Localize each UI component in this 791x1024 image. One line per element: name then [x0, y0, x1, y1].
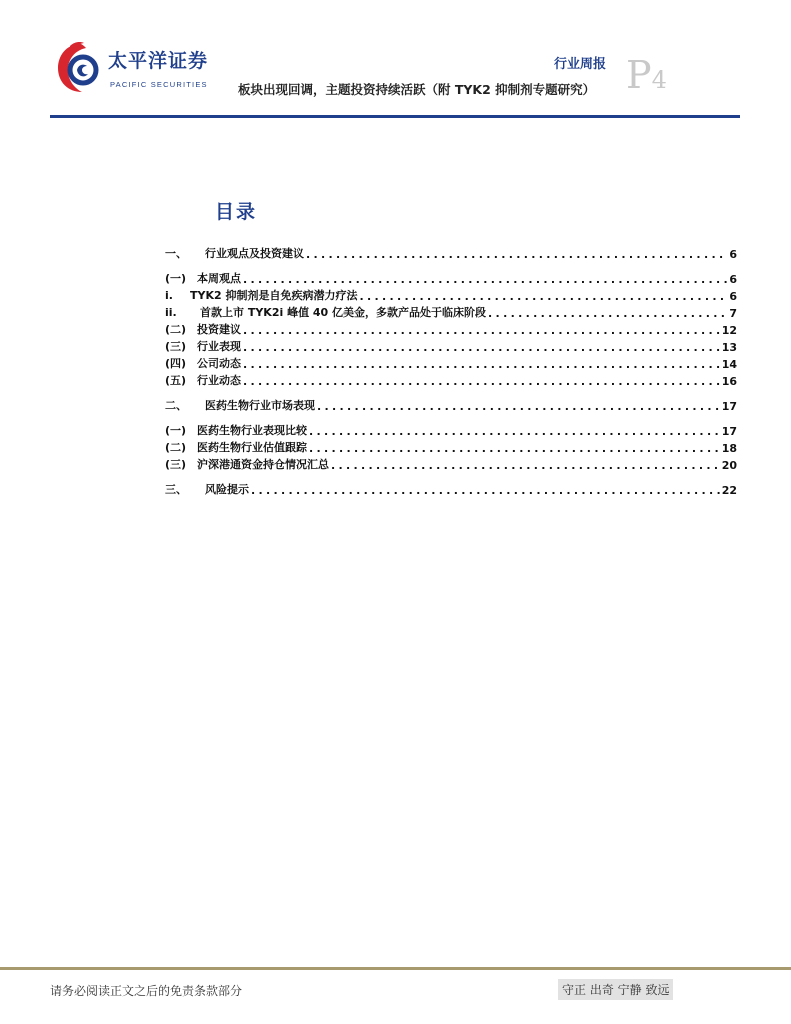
toc-entry[interactable]: [165, 481, 737, 497]
toc-entry-number: (三): [165, 340, 187, 353]
toc-entry-label: 医药生物行业估值跟踪: [197, 441, 307, 454]
toc-entry-number: (一): [165, 272, 187, 285]
toc-entry-label: 首款上市 TYK2i 峰值 40 亿美金，多款产品处于临床阶段: [200, 306, 487, 319]
logo-chinese-name: 太平洋证券: [108, 50, 209, 72]
header-divider: [50, 115, 740, 118]
toc-leader-dots: [243, 273, 727, 286]
toc-heading: 目录: [215, 201, 258, 223]
toc-entry-number: (二): [165, 323, 187, 336]
toc-entry[interactable]: [165, 338, 737, 354]
toc-entry-label: 本周观点: [197, 272, 241, 285]
toc-entry-label: 公司动态: [197, 357, 241, 370]
toc-entry-page: 7: [729, 307, 737, 320]
toc-entry-page: 14: [721, 358, 737, 371]
toc-entry-number: (一): [165, 424, 187, 437]
toc-entry-page: 6: [729, 290, 737, 303]
toc-leader-dots: [243, 375, 720, 388]
toc-entry-number: 二、: [165, 399, 187, 412]
toc-entry[interactable]: [165, 270, 737, 286]
toc-entry[interactable]: [165, 355, 737, 371]
toc-entry-number: ii.: [165, 306, 177, 319]
toc-entry-label: 行业动态: [197, 374, 241, 387]
toc-entry[interactable]: [165, 422, 737, 438]
footer-disclaimer: 请务必阅读正文之后的免责条款部分: [50, 984, 243, 998]
toc-entry-label: 沪深港通资金持仓情况汇总: [197, 458, 329, 471]
report-type: 行业周报: [554, 57, 607, 72]
page-number: [626, 53, 667, 97]
toc-entry[interactable]: [165, 372, 737, 388]
toc-entry-number: 三、: [165, 483, 187, 496]
toc-entry-page: 6: [729, 273, 737, 286]
toc-leader-dots: [488, 307, 727, 320]
toc-entry-page: 17: [721, 425, 737, 438]
toc-leader-dots: [243, 324, 720, 337]
toc-entry-page: 22: [721, 484, 737, 497]
toc-entry-page: 16: [721, 375, 737, 388]
toc-entry-page: 12: [721, 324, 737, 337]
toc-entry[interactable]: [165, 456, 737, 472]
toc-entry-page: 13: [721, 341, 737, 354]
toc-entry[interactable]: [165, 287, 737, 303]
report-title: 板块出现回调，主题投资持续活跃（附 TYK2 抑制剂专题研究）: [238, 82, 596, 97]
footer-motto: 守正 出奇 宁静 致远: [558, 979, 673, 1000]
toc-entry-page: 6: [729, 248, 737, 261]
toc-entry-label: 投资建议: [197, 323, 241, 336]
toc-entry-number: (五): [165, 374, 187, 387]
toc-entry-page: 18: [721, 442, 737, 455]
toc-entry-number: (四): [165, 357, 187, 370]
toc-leader-dots: [306, 248, 727, 261]
toc-entry-page: 20: [721, 459, 737, 472]
toc-entry-page: 17: [721, 400, 737, 413]
page-number-digit: 4: [651, 66, 667, 94]
toc-leader-dots: [243, 341, 720, 354]
toc-leader-dots: [359, 290, 727, 303]
toc-entry[interactable]: [165, 321, 737, 337]
toc-entry-label: TYK2 抑制剂是自免疾病潜力疗法: [190, 289, 358, 302]
toc-leader-dots: [251, 484, 720, 497]
toc-entry[interactable]: [165, 245, 737, 261]
toc-entry[interactable]: [165, 397, 737, 413]
toc-entry-number: (三): [165, 458, 187, 471]
toc-leader-dots: [309, 442, 720, 455]
toc-entry[interactable]: [165, 304, 737, 320]
page-letter: P: [626, 53, 652, 97]
toc-entry-label: 行业观点及投资建议: [205, 247, 304, 260]
logo-english-name: PACIFIC SECURITIES: [110, 80, 208, 89]
footer-divider: [0, 967, 791, 970]
toc-leader-dots: [309, 425, 720, 438]
company-logo: [56, 40, 209, 100]
toc-leader-dots: [331, 459, 720, 472]
toc-entry-label: 行业表现: [197, 340, 241, 353]
toc-entry-number: 一、: [165, 247, 187, 260]
toc-leader-dots: [317, 400, 720, 413]
toc-entry-number: i.: [165, 289, 173, 302]
toc-entry-label: 医药生物行业表现比较: [197, 424, 307, 437]
toc-entry-number: (二): [165, 441, 187, 454]
toc-entry[interactable]: [165, 439, 737, 455]
toc-entry-label: 医药生物行业市场表现: [205, 399, 315, 412]
pacific-securities-logo-icon: [56, 40, 106, 96]
toc-entry-label: 风险提示: [205, 483, 249, 496]
toc-leader-dots: [243, 358, 720, 371]
